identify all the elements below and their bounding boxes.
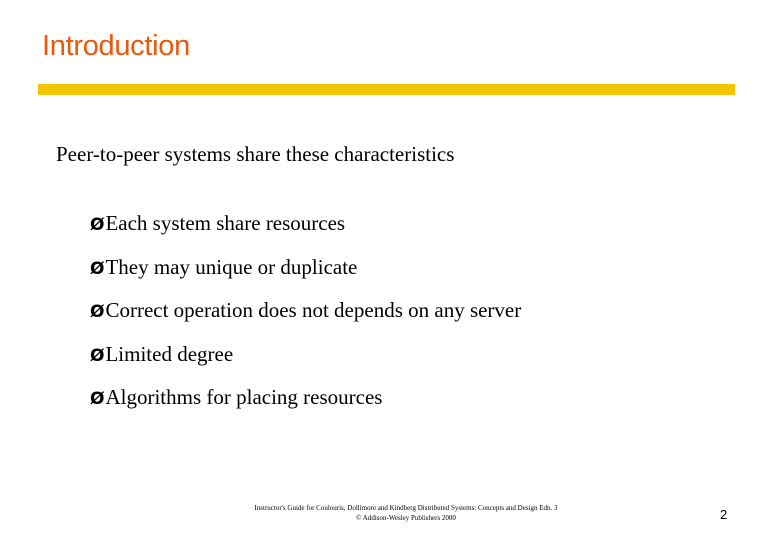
arrow-bullet-icon: Ø bbox=[90, 389, 105, 409]
bullet-item bbox=[90, 296, 521, 340]
footer-copyright-line: © Addison-Wesley Publishers 2000 bbox=[356, 514, 456, 522]
arrow-bullet-icon: Ø bbox=[90, 302, 105, 322]
bullet-text: Limited degree bbox=[105, 341, 234, 366]
bullet-list bbox=[90, 209, 521, 427]
bullet-item bbox=[90, 383, 521, 427]
footer-credit-line: Instructor's Guide for Coulouris, Dollimore and Kindberg Distributed Systems: Concepts and Design Edn. 3 bbox=[254, 504, 558, 512]
footer-credit bbox=[200, 503, 612, 523]
bullet-text: Correct operation does not depends on any server bbox=[105, 298, 522, 322]
bullet-text: They may unique or duplicate bbox=[105, 254, 358, 279]
bullet-item bbox=[90, 340, 521, 384]
page-number: 2 bbox=[720, 507, 728, 522]
slide-title: Introduction bbox=[42, 30, 190, 62]
arrow-bullet-icon: Ø bbox=[90, 258, 105, 279]
arrow-bullet-icon: Ø bbox=[90, 215, 105, 235]
arrow-bullet-icon: Ø bbox=[90, 345, 105, 366]
lead-statement: Peer-to-peer systems share these characteristics bbox=[56, 142, 455, 166]
bullet-item bbox=[90, 253, 521, 297]
bullet-text: Algorithms for placing resources bbox=[105, 385, 383, 409]
bullet-item bbox=[90, 209, 521, 253]
title-underline-bar bbox=[38, 84, 735, 95]
bullet-text: Each system share resources bbox=[105, 211, 346, 235]
